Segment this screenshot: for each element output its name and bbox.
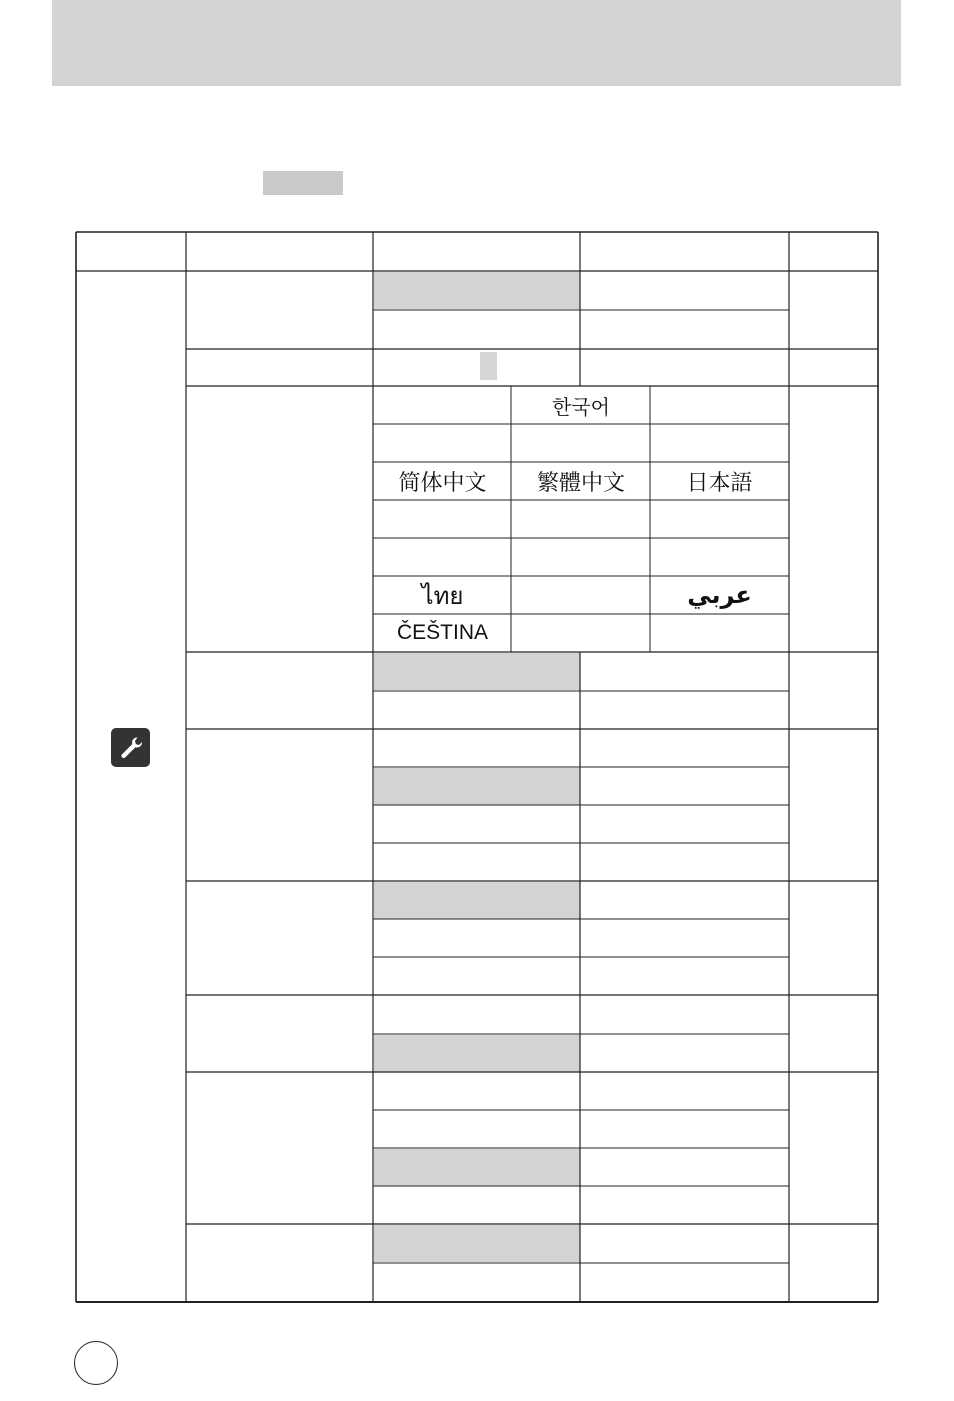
default-cell: [374, 1035, 580, 1072]
language-arabic: عربي: [687, 581, 752, 609]
language-chinese-traditional: 繁體中文: [536, 470, 625, 496]
language-japanese: 日本語: [686, 470, 753, 496]
wrench-icon: [111, 728, 150, 767]
default-cell: [374, 882, 580, 919]
header-band: [52, 0, 901, 86]
language-chinese-simplified: 简体中文: [398, 470, 487, 496]
default-marker: [480, 352, 497, 380]
language-czech: ČEŠTINA: [396, 621, 488, 644]
default-cell: [374, 653, 580, 690]
language-korean: 한국어: [552, 394, 610, 419]
default-cell: [374, 768, 580, 805]
default-setting-swatch: [263, 171, 343, 195]
page-number-circle: [74, 1341, 118, 1385]
language-thai: ไทย: [421, 581, 464, 610]
default-cell: [374, 1149, 580, 1186]
default-cell: [374, 272, 580, 309]
default-cell: [374, 1225, 580, 1262]
